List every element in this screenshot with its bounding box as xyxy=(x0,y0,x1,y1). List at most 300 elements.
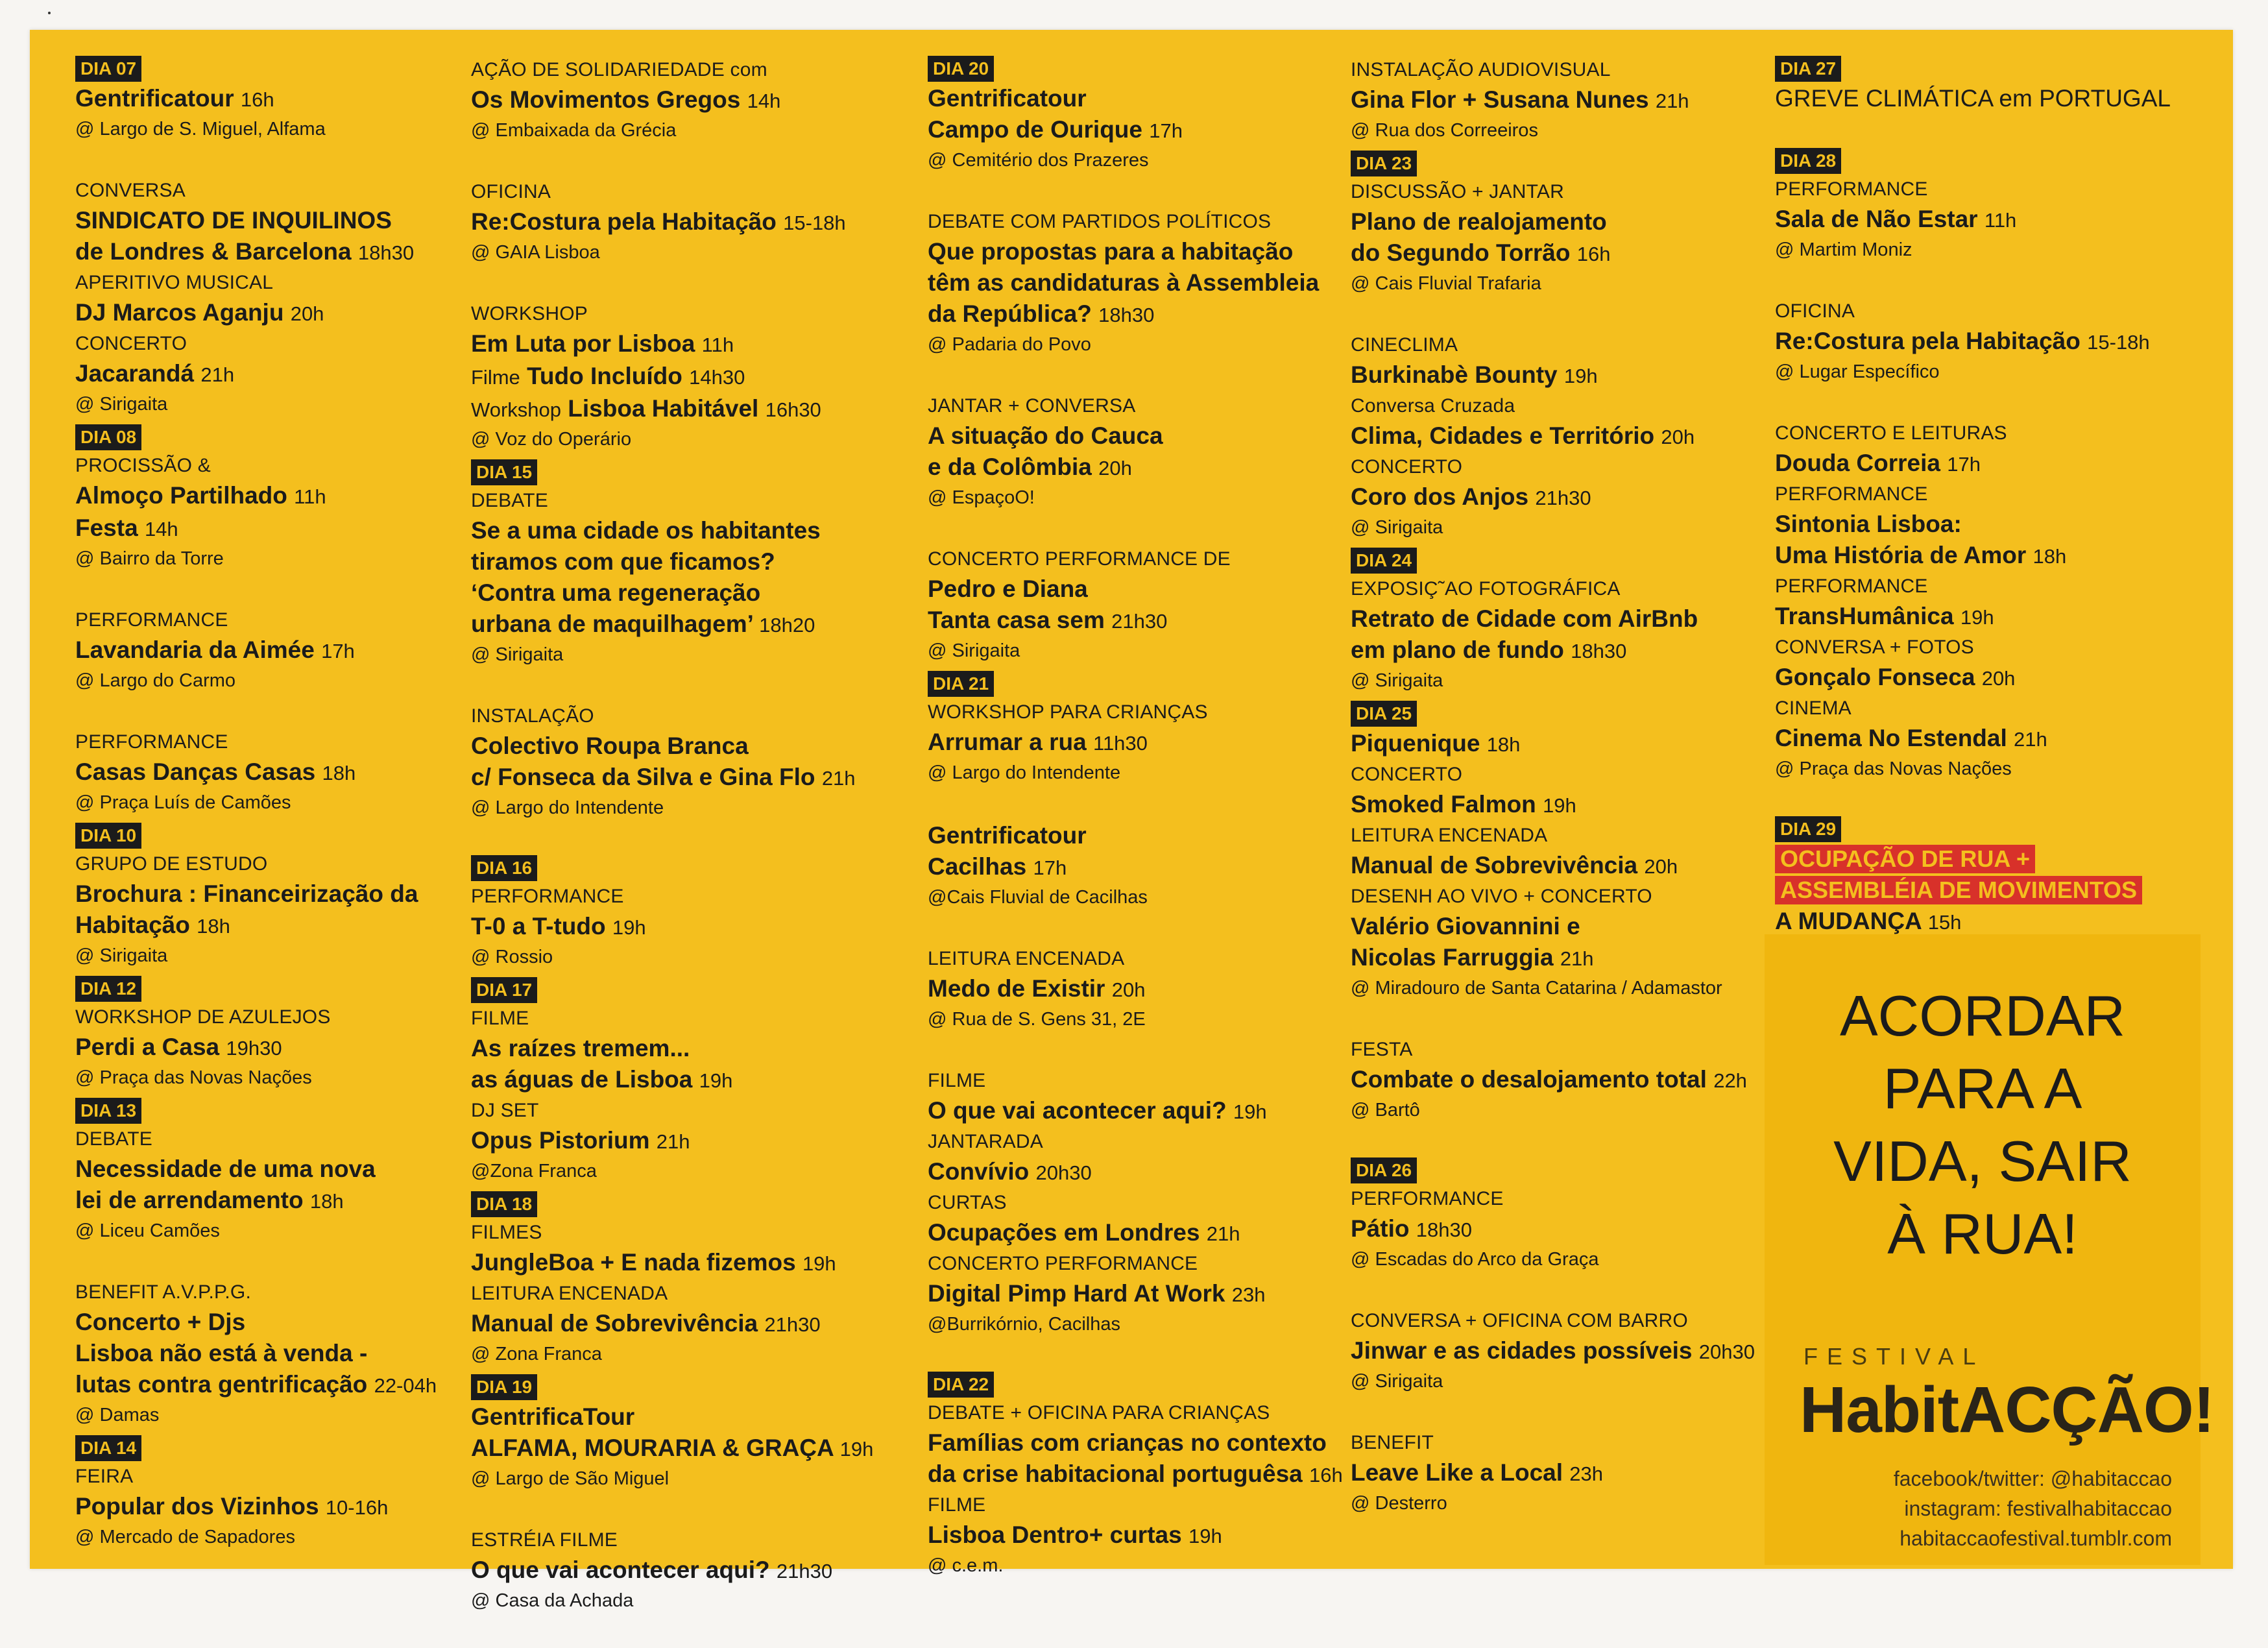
event-time: 19h xyxy=(699,1069,733,1092)
event-title: Lisboa não está à venda - xyxy=(75,1340,368,1366)
event-category: CURTAS xyxy=(928,1192,1007,1213)
event-block xyxy=(75,823,464,969)
event-title-row xyxy=(928,1095,1349,1128)
event-block xyxy=(471,300,925,453)
event-title-row xyxy=(928,114,1349,147)
event-time: 18h30 xyxy=(357,241,415,264)
event-title-row xyxy=(928,1278,1349,1311)
schedule-column-2 xyxy=(471,56,925,1648)
event-title-row xyxy=(471,731,925,762)
day-badge: DIA 27 xyxy=(1775,56,1841,82)
event-time: 18h xyxy=(2033,545,2067,568)
day-badge: DIA 20 xyxy=(928,56,994,82)
event-title-row xyxy=(75,635,464,667)
event-time: 21h xyxy=(1206,1222,1240,1245)
event-title: Se a uma cidade os habitantes xyxy=(471,517,821,544)
event-title-row xyxy=(928,727,1349,759)
event-time: 19h xyxy=(839,1438,874,1460)
event-category: ESTRÉIA FILME xyxy=(471,1529,618,1551)
scan-speck xyxy=(48,12,51,14)
event-title-row xyxy=(75,236,464,269)
event-title: Em Luta por Lisboa xyxy=(471,330,695,357)
event-time: 19h xyxy=(1188,1525,1222,1547)
event-block xyxy=(75,424,464,572)
event-title: Gina Flor + Susana Nunes xyxy=(1351,86,1649,113)
day-badge: DIA 07 xyxy=(75,56,141,82)
event-location: @ Rossio xyxy=(471,947,553,967)
event-title: Coro dos Anjos xyxy=(1351,483,1529,510)
event-title: da República? xyxy=(928,300,1092,327)
event-location: @ Rua de S. Gens 31, 2E xyxy=(928,1009,1146,1030)
event-title-row xyxy=(75,1185,464,1217)
event-category: PERFORMANCE xyxy=(1351,1188,1504,1209)
event-category: CONCERTO E LEITURAS xyxy=(1775,422,2007,444)
event-title: Jinwar e as cidades possíveis xyxy=(1351,1337,1693,1364)
event-location: @ Desterro xyxy=(1351,1493,1447,1514)
event-location: @ Casa da Achada xyxy=(471,1590,634,1611)
event-category: FILME xyxy=(471,1008,529,1029)
event-time: 14h30 xyxy=(689,366,745,389)
slogan-line: À RUA! xyxy=(1887,1202,2078,1266)
day-badge: DIA 13 xyxy=(75,1098,141,1124)
event-title: Re:Costura pela Habitação xyxy=(1775,328,2081,354)
event-title: em plano de fundo xyxy=(1351,636,1564,663)
event-title: Brochura : Financeirização da xyxy=(75,880,418,907)
event-title: Manual de Sobrevivência xyxy=(471,1310,758,1337)
event-title: da crise habitacional portuguêsa xyxy=(928,1460,1303,1487)
event-title-row xyxy=(928,973,1349,1006)
event-title: Gentrificatour xyxy=(75,85,234,112)
promo-panel xyxy=(1765,934,2214,1565)
event-time: 14h xyxy=(144,518,178,540)
event-location: @ Sirigaita xyxy=(75,945,168,966)
event-time: 20h xyxy=(1981,667,2016,690)
event-block xyxy=(471,1526,925,1614)
event-time: 21h xyxy=(2014,728,2047,751)
event-block xyxy=(1775,297,2216,385)
event-title: lei de arrendamento xyxy=(75,1187,304,1213)
event-category: CONCERTO xyxy=(1351,764,1463,785)
event-block xyxy=(75,976,464,1091)
highlight-title: OCUPAÇÃO DE RUA + xyxy=(1775,845,2035,873)
day-badge: DIA 24 xyxy=(1351,548,1417,574)
event-block xyxy=(471,459,925,668)
event-category: CONCERTO PERFORMANCE DE xyxy=(928,548,1231,570)
event-category: BENEFIT A.V.P.P.G. xyxy=(75,1281,251,1303)
event-title-row xyxy=(1351,635,1798,667)
event-time: 17h xyxy=(321,640,355,662)
event-block xyxy=(1351,331,1798,541)
event-title-row xyxy=(1775,906,2216,938)
event-title: Almoço Partilhado xyxy=(75,482,287,509)
event-title-row xyxy=(75,757,464,789)
event-title-row xyxy=(1351,728,1798,760)
event-title-row xyxy=(471,206,925,239)
event-category: PERFORMANCE xyxy=(471,886,624,907)
event-location: @ Largo de S. Miguel, Alfama xyxy=(75,119,326,139)
event-block xyxy=(75,1278,464,1429)
event-title: Leave Like a Local xyxy=(1351,1459,1563,1486)
event-title: Lisboa Habitável xyxy=(568,395,759,422)
event-title: Manual de Sobrevivência xyxy=(1351,852,1638,879)
event-location: @ Sirigaita xyxy=(471,644,564,665)
event-time: 16h xyxy=(1309,1464,1343,1486)
event-title: Sala de Não Estar xyxy=(1775,206,1978,232)
event-block xyxy=(471,855,925,971)
event-block xyxy=(75,1098,464,1244)
event-title-row xyxy=(928,267,1349,298)
event-title-row xyxy=(1351,850,1798,882)
event-block xyxy=(1351,151,1798,297)
slogan-line: PARA A xyxy=(1883,1056,2082,1121)
event-block xyxy=(928,1067,1349,1338)
event-title: ALFAMA, MOURARIA & GRAÇA xyxy=(471,1435,834,1461)
event-category: DEBATE COM PARTIDOS POLÍTICOS xyxy=(928,211,1272,232)
event-time: 22h xyxy=(1713,1069,1747,1092)
event-category: CONCERTO PERFORMANCE xyxy=(928,1253,1198,1274)
event-title: Gentrificatour xyxy=(928,85,1087,112)
event-title-row xyxy=(928,605,1349,637)
event-category: LEITURA ENCENADA xyxy=(471,1283,668,1304)
event-time: 20h xyxy=(1661,426,1695,448)
day-badge: DIA 18 xyxy=(471,1191,537,1217)
event-time: 18h30 xyxy=(1416,1218,1472,1241)
event-time: 15h xyxy=(1927,911,1962,934)
event-block xyxy=(1775,56,2216,114)
event-category: WORKSHOP xyxy=(471,303,588,324)
event-title: O que vai acontecer aqui? xyxy=(928,1097,1227,1124)
event-time: 19h30 xyxy=(226,1037,282,1060)
event-block xyxy=(928,392,1349,511)
event-block xyxy=(471,56,925,144)
event-time: 15-18h xyxy=(783,212,846,234)
event-title: Cacilhas xyxy=(928,853,1027,880)
event-title-row xyxy=(1775,509,2216,540)
event-title-row xyxy=(75,358,464,391)
event-time: 18h xyxy=(322,762,356,784)
event-time: 16h xyxy=(1576,243,1611,265)
event-title: Ocupações em Londres xyxy=(928,1219,1200,1246)
event-time: 21h30 xyxy=(1111,610,1168,633)
event-title-row xyxy=(75,480,464,513)
event-title: Plano de realojamento xyxy=(1351,208,1607,235)
event-title-row xyxy=(1775,601,2216,633)
event-time: 20h xyxy=(290,302,324,325)
event-title-row xyxy=(928,236,1349,267)
event-category: INSTALAÇÃO AUDIOVISUAL xyxy=(1351,59,1611,80)
event-time: 11h xyxy=(1984,209,2017,232)
event-block xyxy=(1351,548,1798,694)
event-title-row xyxy=(471,1308,925,1340)
event-block xyxy=(928,208,1349,358)
event-location: @ Lugar Específico xyxy=(1775,361,1940,382)
event-location: @ Sirigaita xyxy=(928,640,1020,661)
event-title-row xyxy=(1351,1335,1798,1368)
event-time: 20h30 xyxy=(1035,1161,1092,1184)
event-title-row xyxy=(471,1247,925,1279)
event-time: 19h xyxy=(1233,1100,1267,1123)
festival-logo-text: HabitACÇÃO! xyxy=(1800,1374,2214,1446)
event-location: @Zona Franca xyxy=(471,1161,597,1181)
event-title-row xyxy=(1775,204,2216,236)
event-time: 18h30 xyxy=(1098,304,1155,326)
event-time: 18h30 xyxy=(1571,640,1627,662)
event-title: Tanta casa sem xyxy=(928,607,1105,633)
event-category: PROCISSÃO & xyxy=(75,455,211,476)
event-title-row xyxy=(1775,540,2216,572)
event-title-row xyxy=(471,361,925,393)
event-title-row xyxy=(471,1125,925,1157)
event-time: 21h30 xyxy=(776,1560,833,1582)
event-title-row xyxy=(471,1433,925,1465)
event-title-row xyxy=(928,1156,1349,1189)
event-title-row xyxy=(1351,237,1798,270)
event-block xyxy=(1775,419,2216,782)
event-location: @ Padaria do Povo xyxy=(928,334,1091,355)
event-time: 20h xyxy=(1111,978,1146,1001)
event-category: CONVERSA xyxy=(75,180,186,201)
event-title: Gentrificatour xyxy=(928,822,1087,849)
schedule-column-1 xyxy=(75,56,464,1584)
event-title-row xyxy=(1351,603,1798,635)
event-title: urbana de maquilhagem’ xyxy=(471,611,753,637)
event-note: GREVE CLIMÁTICA em PORTUGAL xyxy=(1775,85,2171,112)
event-title: as águas de Lisboa xyxy=(471,1066,693,1093)
event-block xyxy=(1351,1429,1798,1517)
day-badge: DIA 28 xyxy=(1775,148,1841,174)
event-time: 19h xyxy=(802,1252,836,1275)
event-location: @ EspaçoO! xyxy=(928,487,1035,508)
event-category: WORKSHOP PARA CRIANÇAS xyxy=(928,701,1208,723)
event-title: Gonçalo Fonseca xyxy=(1775,664,1975,690)
event-category: LEITURA ENCENADA xyxy=(1351,825,1548,846)
event-title-row xyxy=(928,851,1349,884)
event-time: 14h xyxy=(747,90,781,112)
event-category: FEIRA xyxy=(75,1466,134,1487)
social-links xyxy=(1894,1464,2172,1553)
event-location: @ Sirigaita xyxy=(1351,670,1443,691)
event-title: Cinema No Estendal xyxy=(1775,725,2007,751)
event-title: Colectivo Roupa Branca xyxy=(471,733,749,759)
event-title-row xyxy=(1351,789,1798,821)
day-badge: DIA 14 xyxy=(75,1435,141,1461)
event-title: Combate o desalojamento total xyxy=(1351,1066,1707,1093)
event-title-row xyxy=(75,205,464,236)
event-location: @ Sirigaita xyxy=(1351,1371,1443,1392)
event-location: @ Praça das Novas Nações xyxy=(1775,758,2012,779)
event-time: 19h xyxy=(1960,606,1994,629)
event-time: 23h xyxy=(1231,1283,1266,1306)
event-time: 17h xyxy=(1033,856,1067,879)
event-time: 11h30 xyxy=(1093,732,1148,755)
event-block xyxy=(928,820,1349,911)
event-time: 11h xyxy=(701,333,734,356)
event-time: 23h xyxy=(1569,1462,1604,1485)
day-badge: DIA 10 xyxy=(75,823,141,849)
event-block xyxy=(1351,1036,1798,1124)
event-category: PERFORMANCE xyxy=(75,731,228,753)
event-block xyxy=(928,545,1349,664)
event-title: lutas contra gentrificação xyxy=(75,1371,368,1398)
event-title-row xyxy=(1775,326,2216,358)
event-block xyxy=(1351,701,1798,1002)
event-title: Famílias com crianças no contexto xyxy=(928,1429,1327,1456)
schedule-column-5 xyxy=(1775,56,2216,999)
event-title: Smoked Falmon xyxy=(1351,791,1536,818)
event-title-row xyxy=(1351,84,1798,117)
event-category: JANTARADA xyxy=(928,1131,1043,1152)
event-category: FILME xyxy=(928,1070,986,1091)
event-time: 21h30 xyxy=(764,1313,821,1336)
event-block xyxy=(471,702,925,821)
event-title: Perdi a Casa xyxy=(75,1034,220,1060)
event-block xyxy=(471,1191,925,1368)
event-location: @ Sirigaita xyxy=(75,394,168,415)
slogan-line: VIDA, SAIR xyxy=(1833,1129,2132,1193)
event-title-row xyxy=(928,1459,1349,1491)
event-time: 16h xyxy=(240,88,274,111)
event-title: Arrumar a rua xyxy=(928,729,1087,755)
event-title-row xyxy=(75,513,464,545)
event-title-row xyxy=(1351,1457,1798,1490)
day-badge: DIA 26 xyxy=(1351,1157,1417,1183)
event-time: 17h xyxy=(1947,453,1981,476)
event-title-row xyxy=(471,515,925,546)
event-title-row xyxy=(1351,359,1798,392)
event-block xyxy=(928,1372,1349,1579)
event-category: FESTA xyxy=(1351,1039,1413,1060)
event-category: Conversa Cruzada xyxy=(1351,395,1515,417)
event-title: As raízes tremem... xyxy=(471,1035,690,1061)
event-title: Sintonia Lisboa: xyxy=(1775,511,1962,537)
slogan xyxy=(1765,980,2201,1270)
event-category-inline: Filme xyxy=(471,366,520,389)
event-category: DEBATE + OFICINA PARA CRIANÇAS xyxy=(928,1402,1270,1424)
event-title: Retrato de Cidade com AirBnb xyxy=(1351,605,1698,632)
schedule-column-4 xyxy=(1351,56,1798,1551)
event-category: PERFORMANCE xyxy=(1775,483,1928,505)
day-badge: DIA 22 xyxy=(928,1372,994,1398)
day-badge: DIA 08 xyxy=(75,424,141,450)
event-time: 18h xyxy=(309,1190,344,1213)
event-block xyxy=(928,945,1349,1033)
event-title: Tudo Incluído xyxy=(527,363,682,389)
event-title-row xyxy=(928,1427,1349,1459)
day-badge: DIA 29 xyxy=(1775,816,1841,842)
event-category: CONVERSA + FOTOS xyxy=(1775,636,1974,658)
event-time: 19h xyxy=(612,916,646,939)
event-title: SINDICATO DE INQUILINOS xyxy=(75,207,392,234)
event-time: 18h20 xyxy=(759,614,815,636)
event-title: c/ Fonseca da Silva e Gina Flo xyxy=(471,764,815,790)
event-title-row xyxy=(1351,481,1798,514)
event-title: A situação do Cauca xyxy=(928,422,1163,449)
event-title: Os Movimentos Gregos xyxy=(471,86,741,113)
event-time: 20h30 xyxy=(1698,1340,1755,1363)
event-title: Necessidade de uma nova xyxy=(75,1156,376,1182)
event-title: A MUDANÇA xyxy=(1775,908,1922,934)
event-time: 21h xyxy=(1560,947,1594,970)
event-title: Habitação xyxy=(75,912,190,938)
event-category: DESENH AO VIVO + CONCERTO xyxy=(1351,886,1652,907)
event-title: T-0 a T-tudo xyxy=(471,913,606,939)
event-time: 21h xyxy=(200,363,235,386)
festival-label: FESTIVAL xyxy=(1804,1343,1985,1370)
event-block xyxy=(1351,1157,1798,1273)
event-title-row xyxy=(928,574,1349,605)
event-title-row xyxy=(471,1555,925,1587)
day-badge: DIA 16 xyxy=(471,855,537,881)
event-block xyxy=(1351,1307,1798,1395)
event-title-row xyxy=(1351,1064,1798,1097)
event-title: TransHumânica xyxy=(1775,603,1954,629)
event-category-inline: Workshop xyxy=(471,398,561,421)
event-title-row xyxy=(471,577,925,609)
event-title: Nicolas Farruggia xyxy=(1351,944,1554,971)
day-badge: DIA 15 xyxy=(471,459,537,485)
event-title: DJ Marcos Aganju xyxy=(75,299,284,326)
event-title-row xyxy=(1351,420,1798,453)
event-title: Concerto + Djs xyxy=(75,1309,246,1335)
event-title: Pedro e Diana xyxy=(928,576,1088,602)
event-block xyxy=(1351,56,1798,144)
event-time: 21h xyxy=(821,767,856,790)
event-time: 17h xyxy=(1149,119,1183,142)
event-title: Burkinabè Bounty xyxy=(1351,361,1558,388)
event-category: OFICINA xyxy=(1775,300,1855,322)
event-title: Que propostas para a habitação xyxy=(928,238,1294,265)
event-title: Campo de Ourique xyxy=(928,116,1142,143)
event-title: Valério Giovannini e xyxy=(1351,913,1580,939)
event-location: @ Bartô xyxy=(1351,1100,1420,1121)
day-badge: DIA 17 xyxy=(471,977,537,1003)
event-time: 18h xyxy=(1486,733,1521,756)
highlight-row xyxy=(1775,875,2216,906)
event-title-row xyxy=(75,83,464,115)
event-category: FILME xyxy=(928,1494,986,1516)
event-title-row xyxy=(75,1369,464,1401)
event-location: @ Cais Fluvial Trafaria xyxy=(1351,273,1541,294)
event-category: PERFORMANCE xyxy=(1775,576,1928,597)
event-title-row xyxy=(471,393,925,426)
event-time: 22-04h xyxy=(374,1374,437,1397)
event-title-row xyxy=(928,820,1349,851)
event-title-row xyxy=(471,1033,925,1064)
event-title: Lavandaria da Aimée xyxy=(75,636,315,663)
event-title-row xyxy=(471,328,925,361)
event-location: @ Sirigaita xyxy=(1351,517,1443,538)
schedule-column-3 xyxy=(928,56,1349,1613)
event-title: Uma História de Amor xyxy=(1775,542,2027,568)
event-block xyxy=(471,977,925,1185)
event-title-row xyxy=(471,546,925,577)
event-title-row xyxy=(928,452,1349,484)
event-title: Popular dos Vizinhos xyxy=(75,1493,319,1520)
event-title: Festa xyxy=(75,515,138,541)
event-block xyxy=(928,56,1349,174)
event-location: @ Rua dos Correeiros xyxy=(1351,120,1538,141)
event-category: INSTALAÇÃO xyxy=(471,705,594,727)
event-time: 16h30 xyxy=(765,398,821,421)
event-title-row xyxy=(1351,206,1798,237)
event-category: CONVERSA + OFICINA COM BARRO xyxy=(1351,1310,1688,1331)
event-title: de Londres & Barcelona xyxy=(75,238,352,265)
event-title-row xyxy=(1775,723,2216,755)
event-time: 20h xyxy=(1098,457,1132,479)
event-location: @ Praça Luís de Camões xyxy=(75,792,291,813)
event-title: Pátio xyxy=(1351,1215,1410,1242)
day-badge: DIA 19 xyxy=(471,1374,537,1400)
